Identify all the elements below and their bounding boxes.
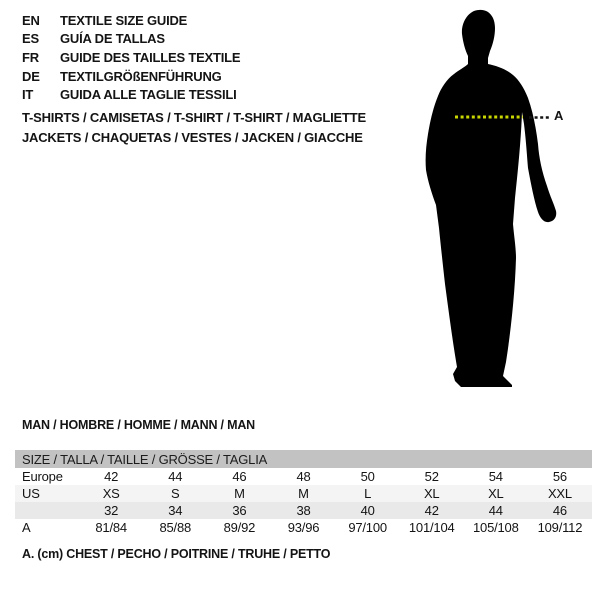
language-label: TEXTILE SIZE GUIDE (60, 12, 188, 28)
cell: XXL (528, 485, 592, 502)
row-label: US (15, 485, 79, 502)
cell: 81/84 (95, 520, 127, 535)
table-row-us-numeric (15, 502, 592, 519)
cell: 52 (424, 469, 439, 484)
language-code: EN (22, 12, 40, 28)
cell: 56 (552, 469, 567, 484)
category-list (22, 108, 366, 148)
table-row-europe (15, 468, 592, 485)
cell: 101/104 (408, 520, 455, 535)
cell: 50 (360, 469, 375, 484)
cell: 32 (79, 502, 143, 519)
cell: 97/100 (348, 520, 387, 535)
size-table-header-row (15, 450, 592, 468)
footnote-chest: A. (cm) CHEST / PECHO / POITRINE / TRUHE / PETTO (22, 547, 331, 561)
language-row-en (22, 11, 240, 30)
language-list (22, 11, 240, 104)
figure-area (398, 0, 600, 400)
cell: 42 (104, 469, 119, 484)
section-title-man: MAN / HOMBRE / HOMME / MANN / MAN (22, 418, 255, 432)
language-code: FR (22, 49, 39, 65)
language-code: IT (22, 87, 34, 103)
cell: 46 (232, 469, 247, 484)
language-code: DE (22, 68, 40, 84)
language-label: GUIDA ALLE TAGLIE TESSILI (60, 87, 237, 103)
cell: 85/88 (159, 520, 192, 535)
row-label: Europe (22, 469, 63, 484)
category-tshirts: T-SHIRTS / CAMISETAS / T-SHIRT / T-SHIRT / MAGLIETTE (22, 110, 366, 125)
cell: L (336, 485, 400, 502)
cell: 34 (143, 502, 207, 519)
language-code: ES (22, 31, 39, 47)
cell: 54 (488, 469, 503, 484)
row-label (15, 502, 79, 519)
category-jackets: JACKETS / CHAQUETAS / VESTES / JACKEN / GIACCHE (22, 130, 363, 145)
table-row-us (15, 485, 592, 502)
language-label: GUIDE DES TAILLES TEXTILE (60, 49, 241, 65)
cell: 109/112 (537, 520, 583, 535)
language-row-de (22, 67, 240, 86)
language-row-it (22, 85, 240, 104)
size-table-header: SIZE / TALLA / TAILLE / GRÖSSE / TAGLIA (15, 450, 592, 468)
cell: 46 (528, 502, 592, 519)
cell: 36 (207, 502, 271, 519)
cell: 38 (271, 502, 335, 519)
cell: 44 (168, 469, 183, 484)
table-row-chest-cm (15, 519, 592, 536)
cell: 42 (400, 502, 464, 519)
cell: M (271, 485, 335, 502)
row-label: A (22, 520, 31, 535)
cell: 89/92 (223, 520, 256, 535)
man-silhouette (398, 0, 600, 400)
size-table (15, 450, 592, 536)
cell: 93/96 (287, 520, 320, 535)
language-label: TEXTILGRÖßENFÜHRUNG (60, 68, 222, 84)
measure-label-a: A (554, 108, 564, 123)
cell: 105/108 (473, 520, 519, 535)
cell: XL (464, 485, 528, 502)
cell: 44 (464, 502, 528, 519)
cell: 48 (296, 469, 311, 484)
language-row-fr (22, 48, 240, 67)
language-label: GUÍA DE TALLAS (60, 31, 165, 47)
cell: XS (79, 485, 143, 502)
cell: S (143, 485, 207, 502)
cell: 40 (336, 502, 400, 519)
language-row-es (22, 30, 240, 49)
cell: XL (400, 485, 464, 502)
cell: M (207, 485, 271, 502)
